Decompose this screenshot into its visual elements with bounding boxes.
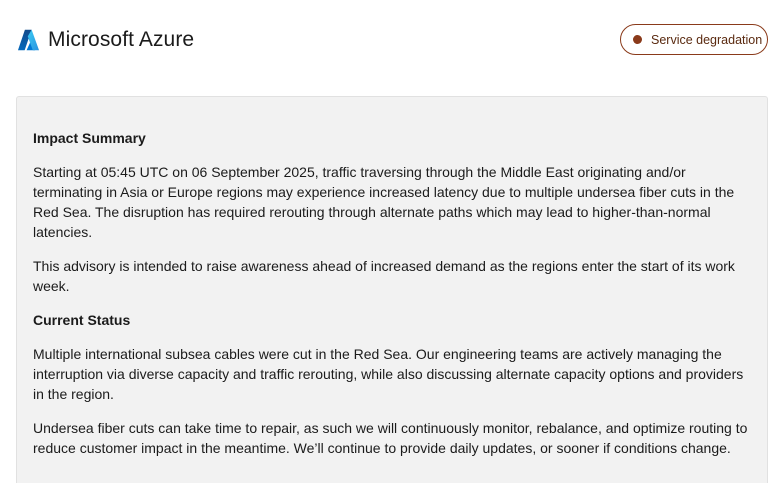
page-header — [0, 0, 779, 80]
current-status-heading: Current Status — [33, 312, 131, 328]
status-dot-icon — [633, 35, 642, 44]
impact-summary-paragraph: This advisory is intended to raise awareness ahead of increased demand as the regions enter the start of its work week. — [33, 258, 735, 294]
impact-summary-paragraph: Starting at 05:45 UTC on 06 September 2025, traffic traversing through the Middle East originating and/or terminating in Asia or Europe regions may experience increased latency due to multiple undersea fiber cuts in the Red Sea. The disruption has required rerouting through alternate paths which may lead to higher-than-normal latencies. — [33, 164, 735, 240]
brand[interactable] — [17, 27, 194, 53]
current-status-paragraph: Undersea fiber cuts can take time to repair, as such we will continuously monitor, rebalance, and optimize routing to reduce customer impact in the meantime. We’ll continue to provide daily updates, or sooner if conditions change. — [33, 420, 748, 456]
current-status-paragraph: Multiple international subsea cables were cut in the Red Sea. Our engineering teams are actively managing the interruption via diverse capacity and traffic rerouting, while also discussing alternate capacity options and providers in the region. — [33, 346, 744, 402]
status-label: Service degradation — [651, 32, 763, 47]
impact-summary-heading: Impact Summary — [33, 130, 146, 146]
azure-logo-icon — [17, 29, 40, 51]
status-badge[interactable] — [620, 24, 768, 55]
brand-name: Microsoft Azure — [48, 28, 195, 51]
advisory-card — [16, 96, 768, 483]
